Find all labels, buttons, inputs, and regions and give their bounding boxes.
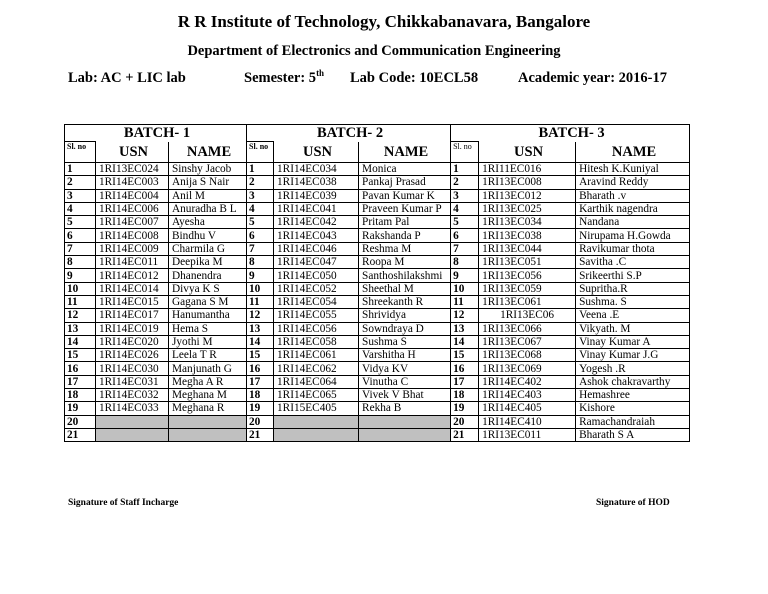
table-row [65,229,690,242]
batch-2-name-cell: Sushma S [359,335,451,348]
batch-3-sl-cell: 11 [451,295,479,308]
table-row [65,282,690,295]
batch-2-usn-cell: 1RI14EC041 [274,202,359,215]
batch-2-usn-cell: 1RI14EC039 [274,189,359,202]
batch-3-sl-cell: 4 [451,202,479,215]
batch-1-usn-cell: 1RI14EC009 [96,242,169,255]
batch-2-name-cell: Varshitha H [359,349,451,362]
batch-3-sl-cell: 7 [451,242,479,255]
batch-3-usn-cell: 1RI14EC410 [479,415,576,428]
table-row [65,375,690,388]
batch-1-name-cell: Bindhu V [169,229,247,242]
table-row [65,189,690,202]
lab-code: Lab Code: 10ECL58 [350,70,479,86]
batch-3-usn-cell: 1RI14EC405 [479,402,576,415]
batch-1-name-cell: Jyothi M [169,335,247,348]
batch-2-name-cell: Pavan Kumar K [359,189,451,202]
semester [244,70,324,87]
batch-2-sl-cell: 19 [247,402,274,415]
batch-2-name-header: NAME [359,142,451,163]
batch-1-usn-cell: 1RI14EC017 [96,309,169,322]
batch-1-sl-cell: 10 [65,282,96,295]
batch-3-sl-cell: 15 [451,349,479,362]
batch-2-sl-cell: 7 [247,242,274,255]
batch-2-sl-cell: 8 [247,256,274,269]
batch-1-name-cell: Dhanendra [169,269,247,282]
batch-1-name-cell: Leela T R [169,349,247,362]
batch-3-sl-cell: 17 [451,375,479,388]
batch-2-name-cell: Shrividya [359,309,451,322]
table-row [65,349,690,362]
batch-1-sl-cell: 6 [65,229,96,242]
column-header-row [65,142,690,163]
batch-1-name-cell: Gagana S M [169,295,247,308]
table-row [65,428,690,441]
batch-2-usn-cell: 1RI14EC061 [274,349,359,362]
batch-1-sl-cell: 8 [65,256,96,269]
batch-2-name-cell: Vivek V Bhat [359,389,451,402]
batch-2-usn-cell [274,415,359,428]
batch-1-usn-cell: 1RI14EC014 [96,282,169,295]
batch-2-name-cell: Monica [359,163,451,176]
batch-3-usn-cell: 1RI13EC034 [479,216,576,229]
batch-1-header: BATCH- 1 [65,125,247,142]
batch-2-name-cell [359,415,451,428]
batch-1-usn-cell: 1RI14EC030 [96,362,169,375]
batch-2-usn-cell: 1RI14EC054 [274,295,359,308]
batch-1-usn-cell [96,428,169,441]
batch-1-usn-cell: 1RI14EC015 [96,295,169,308]
batch-3-usn-cell: 1RI13EC059 [479,282,576,295]
table-row [65,269,690,282]
batch-2-usn-cell: 1RI15EC405 [274,402,359,415]
table-row [65,242,690,255]
batch-2-header: BATCH- 2 [247,125,451,142]
batch-3-name-header: NAME [576,142,690,163]
batch-1-usn-cell: 1RI14EC020 [96,335,169,348]
batch-2-sl-cell: 13 [247,322,274,335]
table-row [65,295,690,308]
batch-1-name-cell: Sinshy Jacob [169,163,247,176]
batch-2-usn-cell [274,428,359,441]
batch-3-name-cell: Srikeerthi S.P [576,269,690,282]
batch-2-name-cell: Rakshanda P [359,229,451,242]
batch-2-usn-cell: 1RI14EC065 [274,389,359,402]
batch-3-usn-cell: 1RI14EC402 [479,375,576,388]
batch-2-name-cell: Pritam Pal [359,216,451,229]
batch-1-usn-cell: 1RI14EC012 [96,269,169,282]
batch-2-sl-cell: 15 [247,349,274,362]
batch-1-sl-cell: 17 [65,375,96,388]
batch-2-usn-cell: 1RI14EC064 [274,375,359,388]
semester-value: Semester: 5 [244,70,317,86]
table-row [65,335,690,348]
batch-3-sl-cell: 14 [451,335,479,348]
batch-3-sl-cell: 13 [451,322,479,335]
batch-2-name-cell: Rekha B [359,402,451,415]
batch-1-usn-cell: 1RI13EC024 [96,163,169,176]
batch-2-usn-cell: 1RI14EC038 [274,176,359,189]
batch-2-sl-cell: 2 [247,176,274,189]
institute-title: R R Institute of Technology, Chikkabanavara, Bangalore [177,12,591,31]
batch-3-usn-cell: 1RI13EC06 [479,309,576,322]
batch-1-sl-cell: 14 [65,335,96,348]
table-row [65,322,690,335]
batch-2-sl-header: Sl. no [247,142,274,163]
batch-3-sl-cell: 5 [451,216,479,229]
batch-2-name-cell: Sheethal M [359,282,451,295]
batch-3-sl-cell: 9 [451,269,479,282]
lab-info-line [0,70,768,90]
batch-3-usn-cell: 1RI13EC056 [479,269,576,282]
batch-2-usn-cell: 1RI14EC042 [274,216,359,229]
batch-3-sl-cell: 12 [451,309,479,322]
batch-2-sl-cell: 20 [247,415,274,428]
batch-3-usn-cell: 1RI13EC011 [479,428,576,441]
batch-2-sl-cell: 5 [247,216,274,229]
batch-3-usn-header: USN [479,142,576,163]
batch-2-name-cell: Reshma M [359,242,451,255]
batch-1-name-cell: Anija S Nair [169,176,247,189]
batch-2-sl-cell: 4 [247,202,274,215]
batch-2-usn-cell: 1RI14EC047 [274,256,359,269]
batch-3-name-cell: Yogesh .R [576,362,690,375]
batch-1-sl-cell: 2 [65,176,96,189]
table-row [65,415,690,428]
batch-3-name-cell: Ramachandraiah [576,415,690,428]
batch-2-usn-cell: 1RI14EC043 [274,229,359,242]
batch-2-usn-cell: 1RI14EC062 [274,362,359,375]
batch-3-sl-cell: 1 [451,163,479,176]
batch-1-sl-cell: 9 [65,269,96,282]
batch-1-sl-cell: 7 [65,242,96,255]
batch-1-sl-cell: 21 [65,428,96,441]
batch-1-sl-cell: 19 [65,402,96,415]
table-row [65,163,690,176]
batch-3-name-cell: Hemashree [576,389,690,402]
batch-3-usn-cell: 1RI13EC069 [479,362,576,375]
batch-3-sl-cell: 20 [451,415,479,428]
batch-2-usn-header: USN [274,142,359,163]
batch-2-sl-cell: 11 [247,295,274,308]
batch-3-usn-cell: 1RI13EC025 [479,202,576,215]
batch-1-name-cell: Manjunath G [169,362,247,375]
batch-3-name-cell: Vikyath. M [576,322,690,335]
batch-3-name-cell: Vinay Kumar A [576,335,690,348]
batch-3-name-cell: Vinay Kumar J.G [576,349,690,362]
batch-1-usn-cell: 1RI14EC003 [96,176,169,189]
batch-1-sl-cell: 18 [65,389,96,402]
batch-3-sl-header: Sl. no [451,142,479,163]
batch-3-sl-cell: 18 [451,389,479,402]
table-row [65,216,690,229]
batch-3-usn-cell: 1RI11EC016 [479,163,576,176]
batch-1-usn-cell: 1RI14EC006 [96,202,169,215]
batch-2-usn-cell: 1RI14EC046 [274,242,359,255]
batch-1-name-cell [169,415,247,428]
batch-1-sl-cell: 11 [65,295,96,308]
batch-3-sl-cell: 10 [451,282,479,295]
batch-2-name-cell: Sowndraya D [359,322,451,335]
batch-3-usn-cell: 1RI13EC044 [479,242,576,255]
table-row [65,389,690,402]
batch-2-name-cell: Santhoshilakshmi [359,269,451,282]
batch-3-name-cell: Ashok chakravarthy [576,375,690,388]
batch-2-name-cell: Vinutha C [359,375,451,388]
batch-3-sl-cell: 3 [451,189,479,202]
batch-2-sl-cell: 10 [247,282,274,295]
department-title: Department of Electronics and Communication Engineering [187,43,561,59]
hod-signature-label: Signature of HOD [596,498,670,508]
batch-1-sl-cell: 3 [65,189,96,202]
batch-1-usn-cell: 1RI14EC033 [96,402,169,415]
batch-1-usn-header: USN [96,142,169,163]
lab-name: Lab: AC + LIC lab [68,70,186,86]
batch-3-usn-cell: 1RI13EC012 [479,189,576,202]
batch-1-name-cell: Ayesha [169,216,247,229]
batch-roster-table [64,124,690,442]
batch-3-header: BATCH- 3 [451,125,690,142]
batch-3-usn-cell: 1RI13EC067 [479,335,576,348]
batch-3-usn-cell: 1RI13EC038 [479,229,576,242]
batch-1-usn-cell: 1RI14EC031 [96,375,169,388]
batch-2-sl-cell: 1 [247,163,274,176]
batch-1-sl-cell: 16 [65,362,96,375]
batch-2-name-cell [359,428,451,441]
batch-3-name-cell: Bharath S A [576,428,690,441]
batch-3-usn-cell: 1RI13EC066 [479,322,576,335]
batch-3-name-cell: Karthik nagendra [576,202,690,215]
batch-1-sl-cell: 12 [65,309,96,322]
batch-1-name-cell: Hanumantha [169,309,247,322]
batch-1-usn-cell: 1RI14EC032 [96,389,169,402]
batch-1-sl-cell: 20 [65,415,96,428]
batch-1-sl-cell: 15 [65,349,96,362]
batch-2-name-cell: Roopa M [359,256,451,269]
batch-1-name-cell: Divya K S [169,282,247,295]
staff-signature-label: Signature of Staff Incharge [68,498,179,508]
batch-3-name-cell: Nirupama H.Gowda [576,229,690,242]
batch-2-usn-cell: 1RI14EC034 [274,163,359,176]
semester-suffix: th [316,68,325,78]
batch-1-name-cell: Charmila G [169,242,247,255]
batch-1-usn-cell: 1RI14EC008 [96,229,169,242]
batch-1-name-cell: Meghana R [169,402,247,415]
batch-3-sl-cell: 6 [451,229,479,242]
batch-header-row [65,125,690,142]
batch-1-sl-cell: 4 [65,202,96,215]
batch-1-name-cell: Deepika M [169,256,247,269]
batch-1-usn-cell: 1RI14EC019 [96,322,169,335]
batch-3-name-cell: Sushma. S [576,295,690,308]
batch-1-sl-cell: 1 [65,163,96,176]
batch-1-name-cell: Megha A R [169,375,247,388]
batch-3-name-cell: Aravind Reddy [576,176,690,189]
batch-3-sl-cell: 19 [451,402,479,415]
batch-2-sl-cell: 21 [247,428,274,441]
batch-3-name-cell: Nandana [576,216,690,229]
table-row [65,402,690,415]
batch-2-sl-cell: 17 [247,375,274,388]
table-row [65,309,690,322]
batch-3-usn-cell: 1RI13EC008 [479,176,576,189]
batch-3-sl-cell: 2 [451,176,479,189]
batch-3-name-cell: Ravikumar thota [576,242,690,255]
batch-1-usn-cell: 1RI14EC026 [96,349,169,362]
batch-3-name-cell: Supritha.R [576,282,690,295]
batch-1-sl-header: Sl. no [65,142,96,163]
batch-2-sl-cell: 6 [247,229,274,242]
batch-2-sl-cell: 18 [247,389,274,402]
batch-2-name-cell: Pankaj Prasad [359,176,451,189]
table-row [65,256,690,269]
batch-1-name-cell [169,428,247,441]
batch-2-usn-cell: 1RI14EC058 [274,335,359,348]
batch-3-sl-cell: 21 [451,428,479,441]
batch-1-name-cell: Meghana M [169,389,247,402]
batch-2-sl-cell: 14 [247,335,274,348]
batch-1-usn-cell: 1RI14EC007 [96,216,169,229]
batch-2-sl-cell: 3 [247,189,274,202]
batch-3-name-cell: Bharath .v [576,189,690,202]
batch-3-name-cell: Kishore [576,402,690,415]
batch-2-usn-cell: 1RI14EC050 [274,269,359,282]
academic-year: Academic year: 2016-17 [518,70,667,86]
batch-3-sl-cell: 8 [451,256,479,269]
batch-1-usn-cell: 1RI14EC004 [96,189,169,202]
batch-3-usn-cell: 1RI13EC051 [479,256,576,269]
batch-1-name-cell: Hema S [169,322,247,335]
batch-3-usn-cell: 1RI14EC403 [479,389,576,402]
batch-2-name-cell: Praveen Kumar P [359,202,451,215]
batch-1-sl-cell: 13 [65,322,96,335]
batch-2-name-cell: Vidya KV [359,362,451,375]
batch-1-name-cell: Anil M [169,189,247,202]
batch-2-usn-cell: 1RI14EC056 [274,322,359,335]
batch-3-usn-cell: 1RI13EC061 [479,295,576,308]
batch-1-usn-cell: 1RI14EC011 [96,256,169,269]
batch-2-sl-cell: 16 [247,362,274,375]
batch-2-usn-cell: 1RI14EC052 [274,282,359,295]
table-row [65,202,690,215]
batch-2-sl-cell: 9 [247,269,274,282]
batch-3-name-cell: Hitesh K.Kuniyal [576,163,690,176]
batch-3-name-cell: Savitha .C [576,256,690,269]
batch-1-name-header: NAME [169,142,247,163]
table-row [65,176,690,189]
batch-2-name-cell: Shreekanth R [359,295,451,308]
batch-3-name-cell: Veena .E [576,309,690,322]
batch-3-usn-cell: 1RI13EC068 [479,349,576,362]
batch-2-usn-cell: 1RI14EC055 [274,309,359,322]
batch-1-usn-cell [96,415,169,428]
batch-1-sl-cell: 5 [65,216,96,229]
batch-2-sl-cell: 12 [247,309,274,322]
table-row [65,362,690,375]
batch-1-name-cell: Anuradha B L [169,202,247,215]
batch-3-sl-cell: 16 [451,362,479,375]
